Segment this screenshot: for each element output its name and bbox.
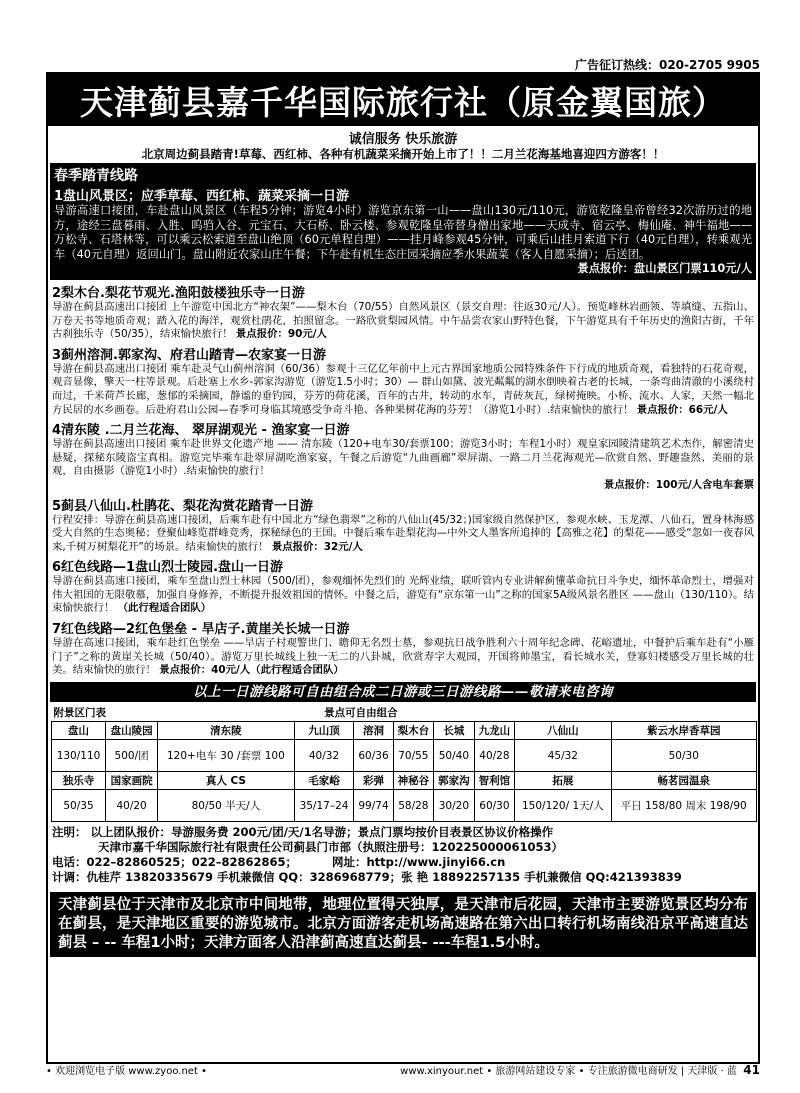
route-7 <box>48 618 758 678</box>
footer-right: www.xinyour.net • 旅游网站建设专家 • 专注旅游微电商研发 | 天津版 · 蓝 41 <box>400 1063 760 1077</box>
table-cell: 50/40 <box>434 740 475 772</box>
table-cell: 清东陵 <box>158 722 294 740</box>
table-cell: 长城 <box>434 722 475 740</box>
route-2-title: 2梨木台.梨花节观光.渔阳鼓楼独乐寺一日游 <box>52 285 305 301</box>
table-cell: 国家画院 <box>106 772 158 790</box>
company-info: 天津市嘉千华国际旅行社有限责任公司蓟县门市部（执照注册号：120225000061053） <box>98 840 564 855</box>
table-cell: 40/20 <box>106 790 158 822</box>
spring-section <box>50 163 756 280</box>
table-cell: 盘山陵园 <box>106 722 158 740</box>
route-5-price: 景点报价：32元/人 <box>271 540 363 553</box>
route-5-body: 行程安排：导游在蓟县高速口接团，后乘车赴有中国北方“绿色翡翠”之称的八仙山(45/32；)国家级自然保护区，参观水峡、玉龙潭、八仙石，置身林海感受大自然的生态奥秘；登聚仙峰览群峰竞秀，探秘绿色的王国。中餐后乘车赴梨花沟—中外文人墨客所追捧的【高雅之花】的梨花——感受“忽如一夜春风来,千树万树梨花开”的场景。结束愉快的旅行！ 景点报价：32元/人 <box>52 513 754 553</box>
route-3-price: 景点报价：66元/人 <box>636 403 728 416</box>
table-cell: 30/20 <box>434 790 475 822</box>
table-caption-row <box>52 704 757 722</box>
route-3 <box>48 344 758 417</box>
agency-title: 天津蓟县嘉千华国际旅行社（原金翼国旅） <box>80 82 726 122</box>
table-cell: 紫云水岸香草园 <box>611 722 757 740</box>
route-6-title: 6红色线路—1盘山烈士陵园.盘山一日游 <box>52 560 284 576</box>
table-cell: 40/28 <box>474 740 515 772</box>
route-2-body: 导游在蓟县高速出口接团 上午游览中国北方“神农架”——梨木台（70/55）自然风景区（景交自理：往返30元/人）。预览峰林岩画领、等填缝、五指山、万卷天书等地质奇观；踏入花的海洋，观赏杜鹃花，拍照留念。一路欣赏梨园风情。中午品尝农家山野特色餐，下午游览具有千年历史的渔阳古街，千年古刹独乐寺（50/35），结束愉快旅行！ 景点报价：90元/人 <box>52 300 754 341</box>
route-6-body: 导游在蓟县高速口接团，乘车至盘山烈士林园（500/团），参观缅怀先烈们的 光辉业绩，联听管内专业讲解蓟懂革命抗日斗争史，缅怀革命烈士，增强对伟大祖国的无限敬慕，加强自身修养，不断提升报效祖国的情怀。中餐之后，游览有“京东第一山”之称的国家5A级风景名胜区 ——盘山（130/110）。结束愉快旅行！ （此行程适合团队） <box>52 575 754 615</box>
route-7-title: 7红色线路—2红色堡垒 - 旱店子.黄崖关长城一日游 <box>52 622 350 638</box>
route-1-price: 景点报价：盘山景区门票110元/人 <box>577 262 752 276</box>
table-cell: 神秘谷 <box>393 772 434 790</box>
route-2-price: 景点报价：90元/人 <box>235 328 327 341</box>
coordinator-contacts: 计调：仇桂芹 13820335679 手机兼微信 QQ：3286968779；张 艳 18892257135 手机兼微信 QQ:421393839 <box>52 870 682 885</box>
route-7-price: 景点报价：40元/人（此行程适合团队） <box>159 664 344 677</box>
table-cell: 智利馆 <box>474 772 515 790</box>
table-cell: 70/55 <box>393 740 434 772</box>
route-4-price: 景点报价：100元/人含电车套票 <box>603 478 754 491</box>
table-cell: 60/30 <box>474 790 515 822</box>
table-cell: 500/团 <box>106 740 158 772</box>
table-cell: 九山顶 <box>294 722 354 740</box>
table-cell: 80/50 半天/人 <box>158 790 294 822</box>
table-cell: 130/110 <box>52 740 106 772</box>
table-cell: 平日 158/80 周末 198/90 <box>611 790 757 822</box>
table-cell: 50/30 <box>611 740 757 772</box>
table-header-row-1 <box>52 722 757 740</box>
route-5-title: 5蓟县八仙山.杜鹃花、梨花沟赏花踏青一日游 <box>52 498 313 514</box>
route-5 <box>48 495 758 555</box>
route-1-title: 1盘山风景区；应季草莓、西红柿、蔬菜采摘一日游 <box>54 189 350 204</box>
phone-numbers: 电话：022–82860525；022–82862865； <box>52 855 298 870</box>
ticket-price-table <box>51 704 757 823</box>
table-cell: 120+电车 30 /套票 100 <box>158 740 294 772</box>
table-cell: 拓展 <box>515 772 611 790</box>
table-cell: 盘山 <box>52 722 106 740</box>
table-caption-left: 附景区门表 <box>53 707 106 720</box>
location-info: 天津蓟县位于天津市及北京市中间地带，地理位置得天独厚，是天津市后花园，天津市主要游览景区均分布在蓟县，是天津地区重要的游览城市。北京方面游客走机场高速路在第六出口转行机场南线沿京平高速直达蓟县 – -- 车程1小时；天津方面客人沿津蓟高速直达蓟县- ---车程1.5小时。 <box>50 892 756 957</box>
route-2 <box>48 282 758 342</box>
intro-line: 北京周边蓟县踏青!草莓、西红柿、各种有机蔬菜采摘开始上市了！！二月兰花海基地喜迎四方游客！！ <box>141 147 665 161</box>
table-cell: 99/74 <box>354 790 393 822</box>
route-4 <box>48 419 758 492</box>
route-6-price: （此行程适合团队） <box>117 602 212 615</box>
ad-frame <box>46 72 760 1064</box>
notes-block <box>48 822 758 888</box>
table-cell: 彩弹 <box>354 772 393 790</box>
table-cell: 40/32 <box>294 740 354 772</box>
table-cell: 八仙山 <box>515 722 611 740</box>
route-1-body: 导游高速口接团，车赴盘山风景区（车程5分钟；游览4小时）游览京东第一山——盘山130元/110元，游览乾隆皇帝曾经32次游历过的地方，途经三盘暮雨、入胜、呜驺入谷、元宝石、大石桥、卧云楼、参观乾隆皇帝替身僧出家地——天成寺、宿云亭、梅仙庵、神牛福地——万松寺、石塔林等，可以乘云松索道至盘山绝顶（60元单程自理）——挂月峰参观45分钟，可乘后山挂月索道下行（40元自理），转乘观光车（40元自理）返回山门。盘山附近农家山庄午餐；下午赴有机生态庄园采摘应季水果蔬菜（客人自愿采摘）；后送团。 <box>54 204 752 261</box>
page-footer <box>46 1062 760 1077</box>
route-4-body: 导游在蓟县高速出口接团 乘车赴世界文化遗产地 —— 清东陵（120+电车30/套票100；游览3小时；车程1小时）观皇家园陵清建筑艺术杰作，解密清史悬疑，探秘东陵盗宝真相。游览完毕乘车赴翠屏湖吃渔家宴，午餐之后游览“九曲画廊”翠屏湖、一路二月兰花海观光—欣赏自然、野趣盎然、美丽的景观，自由摄影（游览1小时）.结束愉快的旅行！ <box>52 438 754 478</box>
table-cell: 畅茗园温泉 <box>611 772 757 790</box>
table-caption-center: 景点可自由组合 <box>324 707 398 720</box>
route-6 <box>48 556 758 616</box>
table-cell: 毛家峪 <box>294 772 354 790</box>
combo-banner: 以上一日游线路可自由组合成二日游或三日游线路——敬请来电咨询 <box>50 682 756 702</box>
table-cell: 溶洞 <box>354 722 393 740</box>
table-cell: 真人 CS <box>158 772 294 790</box>
route-7-body: 导游在高速口接团，乘车赴红色堡垒 ——旱店子村观警世门、瞻仰无名烈士墓，参观抗日战争胜利六十周年纪念碑、花峪遗址，中餐护后乘车赴有“小雁门子”之称的黄崖关长城（50/40）。游览万里长城线上独一无二的八卦城，欣赏寿字大观园，开国将帅墨宝，看长城水关，登寡妇楼感受万里长城的壮美。结束愉快的旅行！ 景点报价：40元/人（此行程适合团队） <box>52 637 754 677</box>
title-banner <box>48 74 758 126</box>
table-cell: 50/35 <box>52 790 106 822</box>
table-cell: 150/120/ 1天/人 <box>515 790 611 822</box>
spring-heading: 春季踏青线路 <box>54 168 138 184</box>
pricing-note: 注明： 以上团队报价：导游服务费 200元/团/天/1名导游；景点门票均按价目表景区协议价格操作 <box>52 825 554 840</box>
ad-hotline: 广告征订热线：020-2705 9905 <box>574 58 760 72</box>
table-cell: 郭家沟 <box>434 772 475 790</box>
table-cell: 独乐寺 <box>52 772 106 790</box>
page-number: 41 <box>743 1063 760 1077</box>
route-4-title: 4清东陵 .二月兰花海、 翠屏湖观光 - 渔家宴一日游 <box>52 423 350 439</box>
table-cell: 梨木台 <box>393 722 434 740</box>
table-cell: 58/28 <box>393 790 434 822</box>
table-header-row-2 <box>52 772 757 790</box>
slogan: 诚信服务 快乐旅游 <box>348 132 458 147</box>
website-link[interactable]: 网址：http://www.jinyi66.cn <box>332 855 506 870</box>
table-cell: 九龙山 <box>474 722 515 740</box>
route-3-body: 导游在蓟县高速出口接团 乘车赴灵气山蓟州溶洞（60/36）参观十三亿亿年前中上元古界国家地质公园特殊条件下行成的地质奇观，看独特的石花奇观，观音显像，擎天一柱等景观。后赴塞上水乡-郭家沟游览（游览1.5小时；30）— 群山如黛、波光粼粼的湖水倒映着古老的长城，一条弯曲清澈的小溪绕村而过，千米荷芦长廊，葱郁的采摘园，静谧的垂钓园，芬芳的荷花溪，百年的古井，转动的水车，青砖灰瓦，绿树掩映。小桥、流水、人家，天然一幅北方民居的水乡画卷。后赴府君山公园—春季可身临其境感受争奇斗艳、各种果树花海的芬芳！（游览1小时）.结束愉快的旅行！ 景点报价：66元/人 <box>52 362 754 416</box>
table-value-row-2 <box>52 790 757 822</box>
table-cell: 60/36 <box>354 740 393 772</box>
route-3-title: 3蓟州溶洞.郭家沟、府君山踏青—农家宴一日游 <box>52 347 326 363</box>
footer-left: • 欢迎浏览电子版 www.zyoo.net • <box>46 1066 207 1077</box>
table-cell: 35/17–24 <box>294 790 354 822</box>
table-cell: 45/32 <box>515 740 611 772</box>
table-value-row-1 <box>52 740 757 772</box>
contact-line <box>52 855 754 870</box>
